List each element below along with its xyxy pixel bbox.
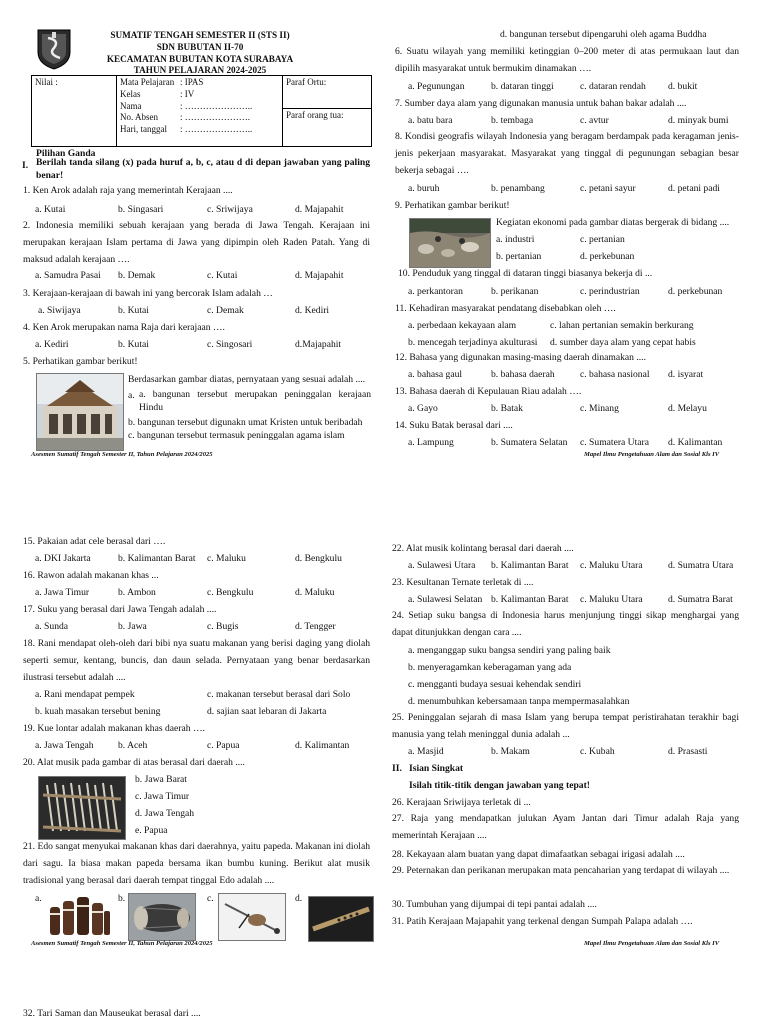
kelas-value: : IV: [180, 88, 195, 99]
kendang-drum-photo: [128, 893, 196, 941]
q23-option-b[interactable]: b. Kalimantan Barat: [491, 594, 569, 605]
question-4: 4. Ken Arok merupakan nama Raja dari kerajaan ….: [23, 322, 225, 333]
q17-option-b[interactable]: b. Jawa: [118, 621, 147, 632]
school-heading-3: KECAMATAN BUBUTAN KOTA SURABAYA: [106, 54, 294, 64]
q3-option-d[interactable]: d. Kediri: [295, 305, 330, 316]
question-15: 15. Pakaian adat cele berasal dari ….: [23, 536, 166, 547]
q20-option-b[interactable]: b. Jawa Barat: [135, 774, 187, 785]
q1-option-d[interactable]: d. Majapahit: [295, 204, 344, 215]
q4-option-c[interactable]: c. Singosari: [207, 339, 253, 350]
q13-option-d[interactable]: d. Melayu: [668, 403, 707, 414]
footer-right-p2: Mapel Ilmu Pengetahuan Alam dan Sosial Kls IV: [584, 940, 720, 947]
q9-option-a[interactable]: a. industri: [496, 234, 535, 245]
q11-option-d[interactable]: d. sumber daya alam yang cepat habis: [550, 337, 696, 348]
q9-option-c[interactable]: c. pertanian: [580, 234, 625, 245]
question-18: 18. Rani mendapat oleh-oleh dari bibi nya suatu makanan yang berisi daging yang diolah seperti semur, kentang, buncis, dan daun selada. Pernyataan yang benar berdasarkan ilustrasi tersebut adalah ....: [23, 638, 370, 683]
section-roman-1: I.: [22, 160, 29, 171]
student-identity-box: [31, 75, 372, 147]
mapel-label: Mata Pelajaran: [120, 77, 175, 87]
q8-option-a[interactable]: a. buruh: [408, 183, 440, 194]
q25-option-d[interactable]: d. Prasasti: [668, 746, 708, 757]
hari-label: Hari, tanggal: [120, 124, 167, 135]
q14-option-a[interactable]: a. Lampung: [408, 437, 454, 448]
q5-option-b[interactable]: b. bangunan tersebut digunakn umat Kristen untuk beribadah: [128, 417, 363, 428]
question-7: 7. Sumber daya alam yang digunakan manusia untuk bahan bakar adalah ....: [395, 98, 687, 109]
question-2: 2. Indonesia memiliki sebuah kerajaan yang berada di Jawa Tengah. Kerajaan ini merupakan kerajaan Islam pertama di Jawa yang dipimpin oleh Raden Patah. Yang di maksud adalah kerajaan ….: [23, 220, 370, 265]
surabaya-crest-icon: [34, 26, 74, 70]
q21-option-b[interactable]: b.: [118, 893, 126, 904]
q15-option-d[interactable]: d. Bengkulu: [295, 553, 342, 564]
question-9: 9. Perhatikan gambar berikut!: [395, 200, 510, 211]
q22-option-d[interactable]: d. Sumatra Utara: [668, 560, 734, 571]
q24-option-b[interactable]: b. menyeragamkan keberagaman yang ada: [408, 662, 572, 673]
q21-option-d[interactable]: d.: [295, 893, 303, 904]
q2-option-b[interactable]: b. Demak: [118, 270, 156, 281]
paraf-orang-tua-cell[interactable]: Paraf orang tua:: [283, 109, 372, 147]
q5-prompt: Berdasarkan gambar diatas, pernyataan yang sesuai adalah ....: [128, 374, 366, 385]
q15-option-c[interactable]: c. Maluku: [207, 553, 246, 564]
question-26[interactable]: 26. Kerajaan Sriwijaya terletak di ...: [392, 797, 531, 808]
q2-option-a[interactable]: a. Samudra Pasai: [35, 270, 101, 281]
q18-option-a[interactable]: a. Rani mendapat pempek: [35, 689, 135, 700]
q16-option-a[interactable]: a. Jawa Timur: [35, 587, 90, 598]
suling-flute-photo: [308, 896, 374, 942]
question-10: 10. Penduduk yang tinggal di dataran tinggi biasanya bekerja di ...: [398, 268, 653, 279]
question-31[interactable]: 31. Patih Kerajaan Majapahit yang terkenal dengan Sumpah Palapa adalah ….: [392, 916, 693, 927]
nilai-cell: Nilai :: [32, 76, 117, 147]
sasando-photo: [218, 893, 286, 941]
question-6: 6. Suatu wilayah yang memiliki ketinggian 0–200 meter di atas permukaan laut dan dipilih masyarakat untuk bermukim dinamakan ….: [395, 46, 739, 74]
q8-option-d[interactable]: d. petani padi: [668, 183, 720, 194]
question-11: 11. Kehadiran masyarakat pendatang disebabkan oleh ….: [395, 303, 616, 314]
q23-option-a[interactable]: a. Sulawesi Selatan: [408, 594, 483, 605]
nama-label: Nama: [120, 100, 142, 111]
q5-option-a[interactable]: a. bangunan tersebut merupakan peninggalan kerajaan Hindu: [139, 389, 371, 413]
question-17: 17. Suku yang berasal dari Jawa Tengah adalah ....: [23, 604, 217, 615]
question-22: 22. Alat musik kolintang berasal dari daerah ....: [392, 543, 574, 554]
q10-option-d[interactable]: d. perkebunan: [668, 286, 723, 297]
q13-option-c[interactable]: c. Minang: [580, 403, 619, 414]
q14-option-b[interactable]: b. Sumatera Selatan: [491, 437, 568, 448]
q6-option-b[interactable]: b. dataran tinggi: [491, 81, 554, 92]
question-27[interactable]: 27. Raja yang mendapatkan julukan Ayam Jantan dari Timur adalah Raja yang memerintah Kerajaan ....: [392, 813, 739, 841]
kelas-label: Kelas: [120, 88, 141, 99]
q4-option-b[interactable]: b. Kutai: [118, 339, 149, 350]
mapel-value: : IPAS: [180, 77, 204, 87]
q25-option-b[interactable]: b. Makam: [491, 746, 530, 757]
footer-right-p1: Mapel Ilmu Pengetahuan Alam dan Sosial Kls IV: [584, 451, 720, 458]
q19-option-a[interactable]: a. Jawa Tengah: [35, 740, 94, 751]
q1-option-b[interactable]: b. Singasari: [118, 204, 164, 215]
q7-option-c[interactable]: c. avtur: [580, 115, 609, 126]
q14-option-d[interactable]: d. Kalimantan: [668, 437, 723, 448]
q7-option-d[interactable]: d. minyak bumi: [668, 115, 729, 126]
q19-option-c[interactable]: c. Papua: [207, 740, 240, 751]
q7-option-b[interactable]: b. tembaga: [491, 115, 534, 126]
q13-option-a[interactable]: a. Gayo: [408, 403, 438, 414]
q8-option-c[interactable]: c. petani sayur: [580, 183, 636, 194]
question-24: 24. Setiap suku bangsa di Indonesia harus menjunjung tinggi sikap menghargai yang dapat ditunjukkan dengan cara ....: [392, 610, 739, 638]
school-heading-2: SDN BUBUTAN II-70: [156, 42, 244, 52]
q1-option-a[interactable]: a. Kutai: [35, 204, 66, 215]
plantation-photo: [409, 218, 491, 268]
q18-option-c[interactable]: c. makanan tersebut berasal dari Solo: [207, 689, 351, 700]
q22-option-c[interactable]: c. Maluku Utara: [580, 560, 643, 571]
q18-option-b[interactable]: b. kuah masakan tersebut bening: [35, 706, 161, 717]
question-29[interactable]: 29. Peternakan dan perikanan merupakan mata pencaharian yang terdapat di wilayah ....: [392, 865, 730, 876]
section-roman-2: II.: [392, 763, 402, 774]
q9-option-d[interactable]: d. perkebunan: [580, 251, 635, 262]
q24-option-a[interactable]: a. menganggap suku bangsa sendiri yang paling baik: [408, 645, 611, 656]
q3-option-b[interactable]: b. Kutai: [118, 305, 149, 316]
section-instruction-1: Berilah tanda silang (x) pada huruf a, b, c, atau d di depan jawaban yang paling benar!: [36, 157, 370, 181]
q11-option-b[interactable]: b. mencegah terjadinya akulturasi: [408, 337, 538, 348]
q12-option-a[interactable]: a. bahasa gaul: [408, 369, 463, 380]
q12-option-b[interactable]: b. bahasa daerah: [491, 369, 555, 380]
question-5: 5. Perhatikan gambar berikut!: [23, 356, 138, 367]
q6-option-c[interactable]: c. dataran rendah: [580, 81, 646, 92]
absen-label: No. Absen: [120, 112, 158, 123]
q3-option-c[interactable]: c. Demak: [207, 305, 244, 316]
q21-option-a[interactable]: a.: [35, 893, 42, 904]
question-20: 20. Alat musik pada gambar di atas berasal dari daerah ....: [23, 757, 245, 768]
q23-option-d[interactable]: d. Sumatra Barat: [668, 594, 733, 605]
section-title-isian-singkat: Isian Singkat: [409, 763, 464, 774]
question-25: 25. Peninggalan sejarah di masa Islam yang berupa tempat peristirahatan terakhir bagi manusia yang telah meninggal dunia adalah ...: [392, 712, 739, 740]
q17-option-c[interactable]: c. Bugis: [207, 621, 239, 632]
q22-option-b[interactable]: b. Kalimantan Barat: [491, 560, 569, 571]
q4-option-a[interactable]: a. Kediri: [35, 339, 69, 350]
q11-option-c[interactable]: c. lahan pertanian semakin berkurang: [550, 320, 694, 331]
school-heading-1: SUMATIF TENGAH SEMESTER II (STS II): [110, 30, 290, 40]
q17-option-a[interactable]: a. Sunda: [35, 621, 69, 632]
question-3: 3. Kerajaan-kerajaan di bawah ini yang bercorak Islam adalah …: [23, 288, 273, 299]
question-28[interactable]: 28. Kekayaan alam buatan yang dapat dimafaatkan sebagai irigasi adalah ....: [392, 849, 685, 860]
question-30[interactable]: 30. Tumbuhan yang dijumpai di tepi pantai adalah ....: [392, 899, 597, 910]
q5-option-a-marker: a.: [128, 390, 135, 401]
q5-option-c[interactable]: c. bangunan tersebut termasuk peninggalan agama islam: [128, 430, 345, 441]
q11-option-a[interactable]: a. perbedaan kekayaan alam: [408, 320, 517, 331]
q6-option-a[interactable]: a. Pegunungan: [408, 81, 465, 92]
q13-option-b[interactable]: b. Batak: [491, 403, 523, 414]
q2-option-d[interactable]: d. Majapahit: [295, 270, 344, 281]
question-1: 1. Ken Arok adalah raja yang memerintah Kerajaan ....: [23, 185, 233, 196]
footer-left-p2: Asesmen Sumatif Tengah Semester II, Tahun Pelajaran 2024/2025: [31, 940, 213, 947]
q18-option-d[interactable]: d. sajian saat lebaran di Jakarta: [207, 706, 327, 717]
q9-prompt: Kegiatan ekonomi pada gambar diatas bergerak di bidang ....: [496, 217, 730, 228]
q24-option-d[interactable]: d. menumbuhkan kebersamaan tanpa mempermasalahkan: [408, 696, 630, 707]
paraf-ortu-cell[interactable]: Paraf Ortu:: [283, 76, 372, 109]
question-23: 23. Kesultanan Ternate terletak di ....: [392, 577, 534, 588]
tifa-drums-photo: [46, 893, 112, 939]
q15-option-a[interactable]: a. DKI Jakarta: [35, 553, 91, 564]
q10-option-b[interactable]: b. perikanan: [491, 286, 539, 297]
section-title-pilihan-ganda: Pilihan Ganda: [36, 148, 96, 159]
q16-option-c[interactable]: c. Bengkulu: [207, 587, 254, 598]
mosque-photo: [36, 373, 124, 451]
q16-option-d[interactable]: d. Maluku: [295, 587, 335, 598]
question-21: 21. Edo sangat menyukai makanan khas dari daerahnya, yaitu papeda. Makanan ini diolah dari sagu. Ia biasa makan papeda bersama ikan bumbu kuning. Berikut alat musik tradisional yang berasal dari daerah tempat tinggal Edo adalah ....: [23, 841, 370, 886]
hari-field[interactable]: : …………………..: [180, 124, 253, 135]
q12-option-c[interactable]: c. bahasa nasional: [580, 369, 650, 380]
angklung-photo: [38, 776, 126, 840]
section-instruction-2: Isilah titik-titik dengan jawaban yang tepat!: [409, 780, 590, 791]
question-13: 13. Bahasa daerah di Kepulauan Riau adalah ….: [395, 386, 582, 397]
q10-option-c[interactable]: c. perindustrian: [580, 286, 640, 297]
q17-option-d[interactable]: d. Tengger: [295, 621, 336, 632]
q3-option-a[interactable]: a. Siwijaya: [38, 305, 81, 316]
question-16: 16. Rawon adalah makanan khas ...: [23, 570, 159, 581]
q10-option-a[interactable]: a. perkantoran: [408, 286, 463, 297]
q20-option-d[interactable]: d. Jawa Tengah: [135, 808, 195, 819]
q8-option-b[interactable]: b. penambang: [491, 183, 545, 194]
question-19: 19. Kue lontar adalah makanan khas daerah ….: [23, 723, 205, 734]
q19-option-b[interactable]: b. Aceh: [118, 740, 148, 751]
question-14: 14. Suku Batak berasal dari ....: [395, 420, 513, 431]
question-8: 8. Kondisi geografis wilayah Indonesia yang beragam berdampak pada keragaman jenis-jenis pekerjaan masyarakat. Masyarakat yang tinggal di pegunungan sebagian besar bekerja sebagai ….: [395, 131, 739, 176]
q4-option-d[interactable]: d.Majapahit: [295, 339, 342, 350]
q20-option-c[interactable]: c. Jawa Timur: [135, 791, 190, 802]
school-heading-4: TAHUN PELAJARAN 2024-2025: [133, 65, 267, 75]
q21-option-c[interactable]: c.: [207, 893, 214, 904]
q23-option-c[interactable]: c. Maluku Utara: [580, 594, 643, 605]
q15-option-b[interactable]: b. Kalimantan Barat: [118, 553, 196, 564]
q25-option-c[interactable]: c. Kubah: [580, 746, 615, 757]
footer-left-p1: Asesmen Sumatif Tengah Semester II, Tahun Pelajaran 2024/2025: [31, 451, 213, 458]
q24-option-c[interactable]: c. mengganti budaya sesuai kehendak sendiri: [408, 679, 582, 690]
q25-option-a[interactable]: a. Masjid: [408, 746, 444, 757]
q19-option-d[interactable]: d. Kalimantan: [295, 740, 350, 751]
q2-option-c[interactable]: c. Kutai: [207, 270, 238, 281]
q12-option-d[interactable]: d. isyarat: [668, 369, 704, 380]
q22-option-a[interactable]: a. Sulawesi Utara: [408, 560, 476, 571]
q6-option-d[interactable]: d. bukit: [668, 81, 698, 92]
q20-option-e[interactable]: e. Papua: [135, 825, 168, 836]
absen-field[interactable]: : ………………….: [180, 112, 251, 123]
nama-field[interactable]: : …………………..: [180, 100, 253, 111]
q9-option-b[interactable]: b. pertanian: [496, 251, 542, 262]
question-12: 12. Bahasa yang digunakan masing-masing daerah dinamakan ....: [395, 352, 646, 363]
q1-option-c[interactable]: c. Sriwijaya: [207, 204, 253, 215]
q7-option-a[interactable]: a. batu bara: [408, 115, 453, 126]
question-32[interactable]: 32. Tari Saman dan Mauseukat berasal dari ....: [23, 1008, 201, 1019]
q5-option-d[interactable]: d. bangunan tersebut dipengaruhi oleh agama Buddha: [500, 29, 707, 40]
q16-option-b[interactable]: b. Ambon: [118, 587, 156, 598]
q14-option-c[interactable]: c. Sumatera Utara: [580, 437, 649, 448]
